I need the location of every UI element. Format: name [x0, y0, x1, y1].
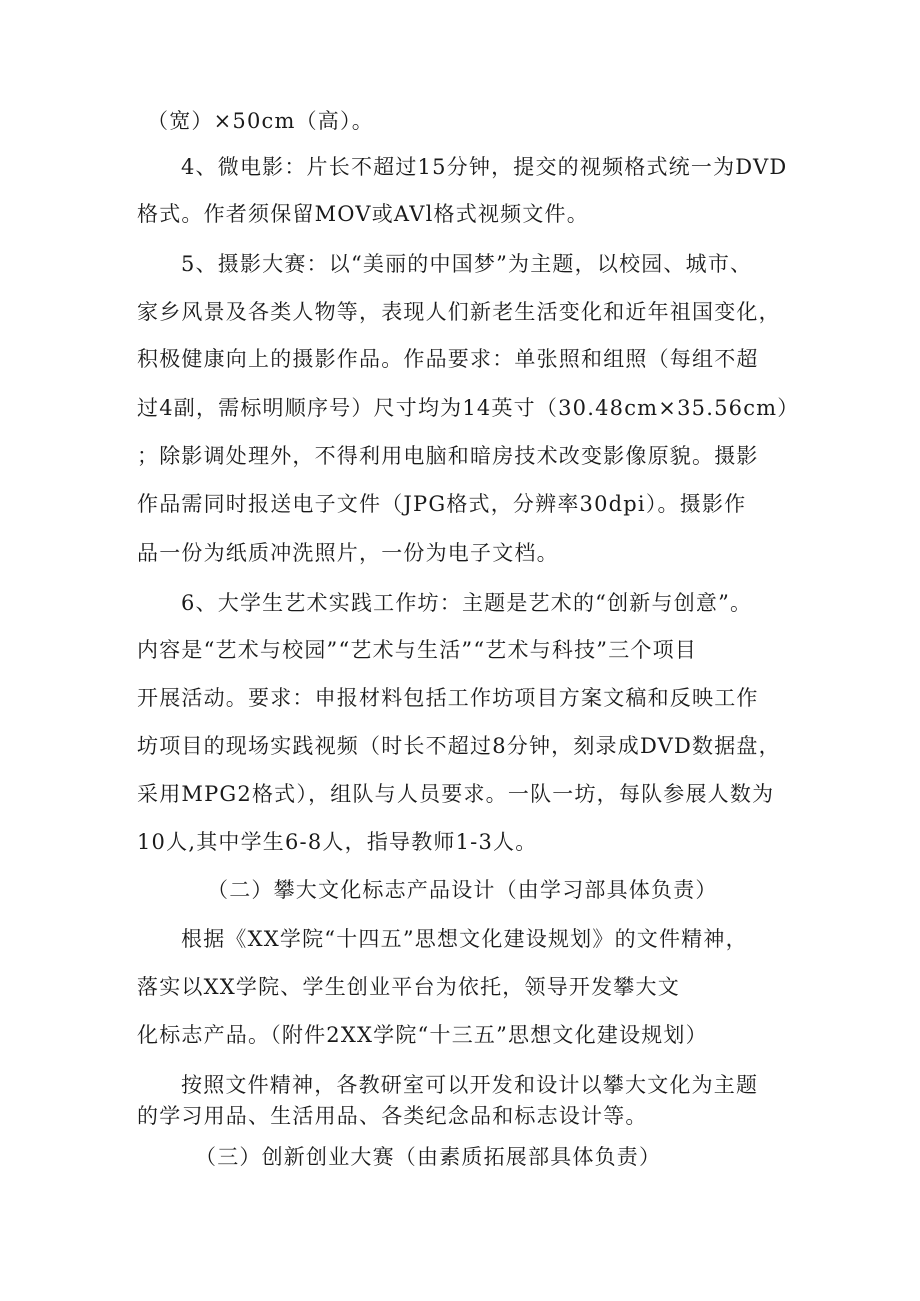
- section-heading: （三）创新创业大赛（由素质拓展部具体负责）: [195, 1145, 662, 1169]
- text-line: 品一份为纸质冲洗照片，一份为电子文档。: [137, 541, 559, 565]
- text-line: 采用MPG2格式），组队与人员要求。一队一坊，每队参展人数为: [137, 782, 775, 806]
- text-line: 根据《XX学院“十四五”思想文化建设规划》的文件精神，: [181, 927, 748, 951]
- text-line: 过4副，需标明顺序号）尺寸均为14英寸（30.48cm×35.56cm）: [137, 396, 800, 420]
- text-line: 作品需同时报送电子文件（JPG格式，分辨率30dpi）。摄影作: [137, 492, 747, 516]
- text-line: 落实以XX学院、学生创业平台为依托，领导开发攀大文: [137, 975, 680, 999]
- text-line: 坊项目的现场实践视频（时长不超过8分钟，刻录成DVD数据盘，: [137, 734, 781, 758]
- text-line: 积极健康向上的摄影作品。作品要求：单张照和组照（每组不超: [137, 347, 759, 371]
- text-line: 家乡风景及各类人物等，表现人们新老生活变化和近年祖国变化，: [137, 300, 781, 324]
- list-item-photography: 5、摄影大赛：以“美丽的中国梦”为主题，以校园、城市、: [181, 252, 753, 276]
- text-line: 内容是“艺术与校园”“艺术与生活”“艺术与科技”三个项目: [137, 638, 698, 662]
- list-item-workshop: 6、大学生艺术实践工作坊：主题是艺术的“创新与创意”。: [181, 591, 753, 615]
- text-line: 格式。作者须保留MOV或AVl格式视频文件。: [137, 202, 589, 226]
- text-line: 10人,其中学生6-8人，指导教师1-3人。: [137, 830, 538, 854]
- text-line: （宽）×50cm（高）。: [147, 109, 374, 133]
- text-line: 开展活动。要求：申报材料包括工作坊项目方案文稿和反映工作: [137, 686, 759, 710]
- section-heading: （二）攀大文化标志产品设计（由学习部具体负责）: [207, 878, 718, 902]
- list-item-micro-film: 4、微电影：片长不超过15分钟，提交的视频格式统一为DVD: [181, 155, 788, 179]
- text-line: ；除影调处理外，不得利用电脑和暗房技术改变影像原貌。摄影: [137, 444, 759, 468]
- text-line: 化标志产品。（附件2XX学院“十三五”思想文化建设规划）: [137, 1023, 708, 1047]
- text-line: 的学习用品、生活用品、各类纪念品和标志设计等。: [137, 1104, 648, 1128]
- text-line: 按照文件精神，各教研室可以开发和设计以攀大文化为主题: [181, 1073, 759, 1097]
